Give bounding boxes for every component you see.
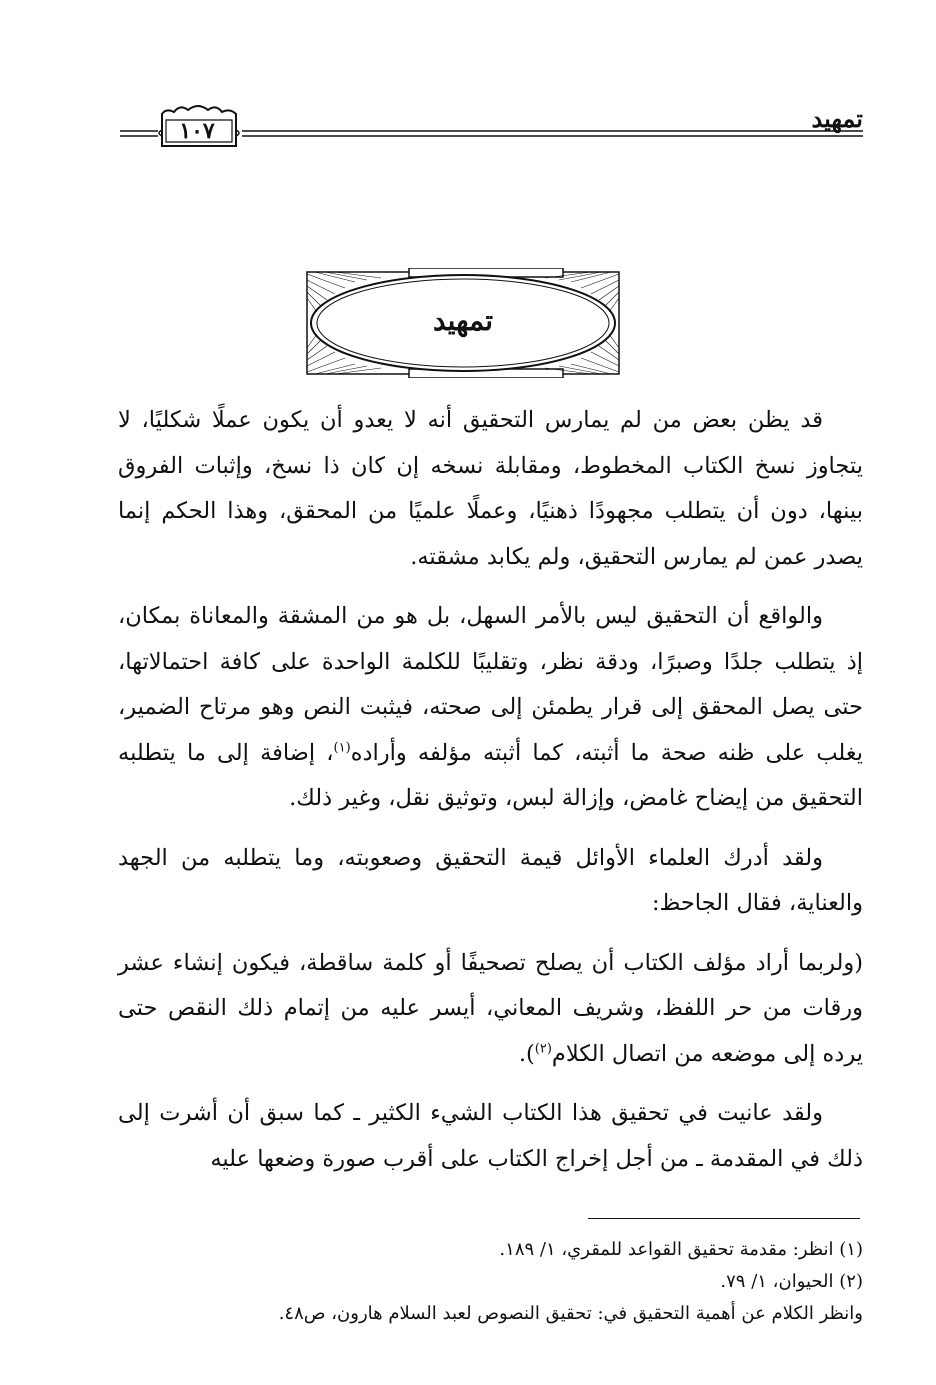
footnote: (٢) الحيوان، ١/ ٧٩. xyxy=(720,1271,863,1292)
section-title-frame xyxy=(305,268,621,378)
footnote-ref: (٢) xyxy=(534,1041,552,1056)
paragraph-text: ، إضافة إلى ما يتطلبه التحقيق من إيضاح غامض، وإزالة لبس، وتوثيق نقل، وغير ذلك. xyxy=(118,739,863,811)
running-title: تمهيد xyxy=(811,104,863,133)
paragraph-text: والواقع أن التحقيق ليس بالأمر السهل، بل هو من المشقة والمعاناة بمكان، إذ يتطلب جلدًا وصبرًا، ودقة نظر، وتقليبًا للكلمة الواحدة على كافة احتمالاتها، حتى يصل المحقق إلى قرار يطمئن إلى صحته، فيثبت النص وهو مرتاح الضمير، يغلب على ظنه صحة ما أثبته، كما أثبته مؤلفه وأراده xyxy=(118,603,863,766)
footnote: (١) انظر: مقدمة تحقيق القواعد للمقري، ١/ ١٨٩. xyxy=(499,1239,863,1260)
paragraph: ولقد أدرك العلماء الأوائل قيمة التحقيق وصعوبته، وما يتطلبه من الجهد والعناية، فقال الجاحظ: xyxy=(118,844,863,916)
paragraph: ولقد عانيت في تحقيق هذا الكتاب الشيء الكثير ـ كما سبق أن أشرت إلى ذلك في المقدمة ـ من أجل إخراج الكتاب على أقرب صورة وضعها عليه xyxy=(118,1100,863,1172)
section-title: تمهيد xyxy=(432,304,494,337)
footnote: وانظر الكلام عن أهمية التحقيق في: تحقيق النصوص لعبد السلام هارون، ص٤٨. xyxy=(278,1303,863,1324)
paragraph-text: (ولربما أراد مؤلف الكتاب أن يصلح تصحيفًا أو كلمة ساقطة، فيكون إنشاء عشر ورقات من حر اللفظ، وشريف المعاني، أيسر عليه من إتمام ذلك النقص حتى يرده إلى موضعه من اتصال الكلام xyxy=(118,949,863,1067)
footnote-ref: (١) xyxy=(333,740,351,755)
paragraph xyxy=(118,594,863,822)
paragraph: قد يظن بعض من لم يمارس التحقيق أنه لا يعدو أن يكون عملًا شكليًا، لا يتجاوز نسخ الكتاب المخطوط، ومقابلة نسخه إن كان ذا نسخ، وإثبات الفروق بينها، دون أن يتطلب مجهودًا ذهنيًا، وعملًا علميًا من المحقق، وهذا الحكم إنما يصدر عمن لم يمارس التحقيق، ولم يكابد مشقته. xyxy=(118,407,863,570)
body-text xyxy=(118,398,863,1196)
footnote-divider xyxy=(588,1218,860,1219)
page-number: ١٠٧ xyxy=(179,118,215,144)
footnotes xyxy=(118,1234,863,1330)
running-header xyxy=(118,100,863,150)
quotation xyxy=(118,941,863,1078)
paragraph-text: ). xyxy=(518,1040,535,1067)
